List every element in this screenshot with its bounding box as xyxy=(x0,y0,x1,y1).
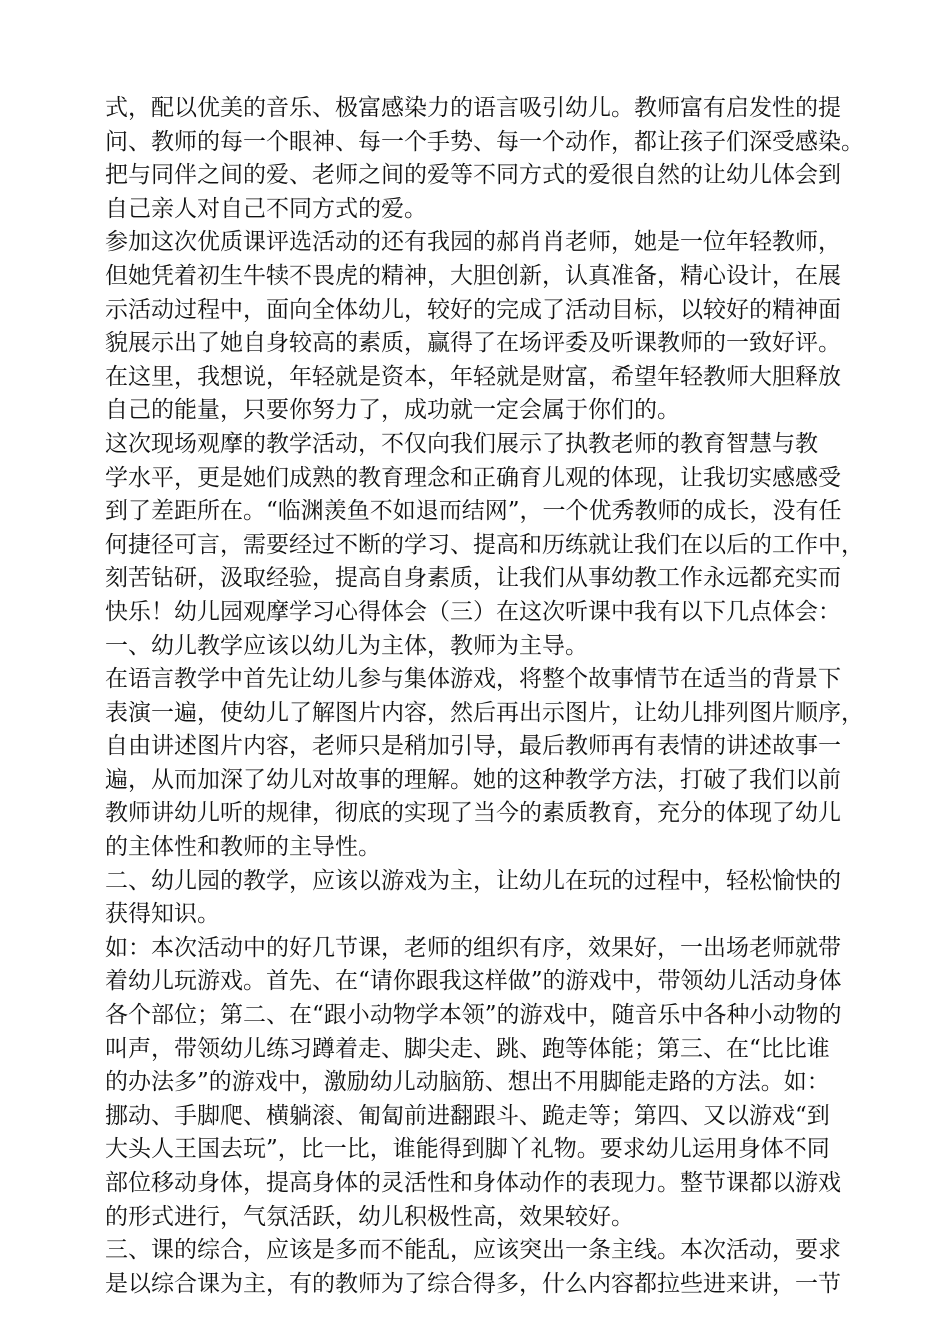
text-line: 部位移动身体，提高身体的灵活性和身体动作的表现力。整节课都以游戏 xyxy=(105,1170,841,1196)
text-line: 自己亲人对自己不同方式的爱。 xyxy=(105,195,427,222)
text-line: 挪动、手脚爬、横躺滚、匍匐前进翻跟斗、跪走等；第四、又以游戏“到 xyxy=(105,1102,830,1129)
text-line: 参加这次优质课评选活动的还有我园的郝肖肖老师，她是一位年轻教师， xyxy=(105,229,841,256)
text-line: 获得知识。 xyxy=(105,901,220,928)
text-line: 问、教师的每一个眼神、每一个手势、每一个动作，都让孩子们深受感染。 xyxy=(105,128,864,155)
text-line: 一、幼儿教学应该以幼儿为主体，教师为主导。 xyxy=(105,632,588,659)
text-line: 何捷径可言，需要经过不断的学习、提高和历练就让我们在以后的工作中， xyxy=(105,531,864,558)
text-line: 表演一遍，使幼儿了解图片内容，然后再出示图片，让幼儿排列图片顺序， xyxy=(105,699,864,726)
text-line: 自己的能量，只要你努力了，成功就一定会属于你们的。 xyxy=(105,397,680,424)
text-line: 式，配以优美的音乐、极富感染力的语言吸引幼儿。教师富有启发性的提 xyxy=(105,95,841,121)
text-line: 教师讲幼儿听的规律，彻底的实现了当今的素质教育，充分的体现了幼儿 xyxy=(105,800,841,827)
text-line: 把与同伴之间的爱、老师之间的爱等不同方式的爱很自然的让幼儿体会到 xyxy=(105,162,841,189)
text-line: 着幼儿玩游戏。首先、在“请你跟我这样做”的游戏中，带领幼儿活动身体 xyxy=(105,968,842,995)
text-line: 快乐！幼儿园观摩学习心得体会（三）在这次听课中我有以下几点体会： xyxy=(105,598,841,625)
text-line: 到了差距所在。“临渊羡鱼不如退而结网”，一个优秀教师的成长，没有任 xyxy=(105,498,842,525)
text-line: 的主体性和教师的主导性。 xyxy=(105,834,381,861)
text-line: 大头人王国去玩”，比一比，谁能得到脚丫礼物。要求幼儿运用身体不同 xyxy=(105,1136,830,1163)
text-line: 自由讲述图片内容，老师只是稍加引导，最后教师再有表情的讲述故事一 xyxy=(105,733,841,760)
text-line: 三、课的综合，应该是多而不能乱，应该突出一条主线。本次活动，要求 xyxy=(105,1237,841,1264)
document-body xyxy=(105,92,870,1301)
text-line: 这次现场观摩的教学活动，不仅向我们展示了执教老师的教育智慧与教 xyxy=(105,430,818,457)
text-line: 但她凭着初生牛犊不畏虎的精神，大胆创新，认真准备，精心设计，在展 xyxy=(105,262,841,289)
text-line: 各个部位；第二、在“跟小动物学本领”的游戏中，随音乐中各种小动物的 xyxy=(105,1002,842,1029)
text-line: 刻苦钻研，汲取经验，提高自身素质，让我们从事幼教工作永远都充实而 xyxy=(105,565,841,592)
text-line: 的形式进行，气氛活跃，幼儿积极性高，效果较好。 xyxy=(105,1203,634,1230)
text-line: 遍，从而加深了幼儿对故事的理解。她的这种教学方法，打破了我们以前 xyxy=(105,766,841,793)
text-line: 示活动过程中，面向全体幼儿，较好的完成了活动目标，以较好的精神面 xyxy=(105,296,841,323)
text-line: 在这里，我想说，年轻就是资本，年轻就是财富，希望年轻教师大胆释放 xyxy=(105,363,841,390)
text-line: 在语言教学中首先让幼儿参与集体游戏，将整个故事情节在适当的背景下 xyxy=(105,666,841,693)
text-line: 叫声，带领幼儿练习蹲着走、脚尖走、跳、跑等体能；第三、在“比比谁 xyxy=(105,1035,830,1062)
text-line: 二、幼儿园的教学，应该以游戏为主，让幼儿在玩的过程中，轻松愉快的 xyxy=(105,867,841,894)
text-line: 的办法多”的游戏中，激励幼儿动脑筋、想出不用脚能走路的方法。如： xyxy=(105,1069,830,1096)
text-line: 如：本次活动中的好几节课，老师的组织有序，效果好，一出场老师就带 xyxy=(105,934,841,961)
text-line: 是以综合课为主，有的教师为了综合得多，什么内容都拉些进来讲，一节 xyxy=(105,1270,841,1297)
text-line: 貌展示出了她自身较高的素质，赢得了在场评委及听课教师的一致好评。 xyxy=(105,330,841,357)
text-line: 学水平，更是她们成熟的教育理念和正确育儿观的体现，让我切实感感受 xyxy=(105,464,841,491)
